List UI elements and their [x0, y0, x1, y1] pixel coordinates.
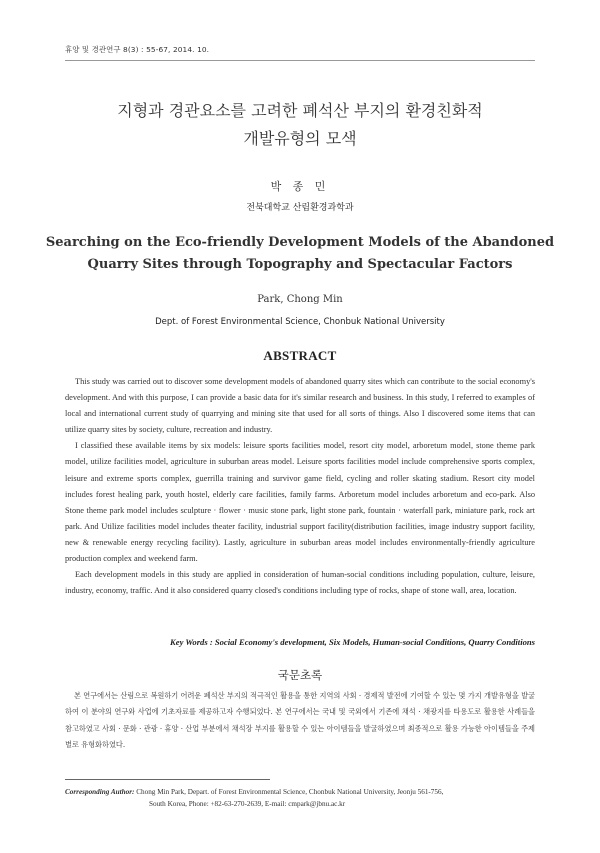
footnote-line-2: South Korea, Phone: +82-63-270-2639, E-mail: cmpark@jbnu.ac.kr — [149, 799, 346, 808]
korean-author: 박 종 민 — [270, 180, 330, 193]
abstract-paragraph-1: This study was carried out to discover some development models of abandoned quarry sites which can contribute to the social economy's development. And with this purpose, I can provide a basic data for it's similar research and business. In this study, I referred to examples of local and international current study of quarrying and mining site that used for all sorts of things. Also I discovered some items that can utilize quarry sites by society, culture, recreation and industry. — [65, 377, 535, 435]
abstract-body — [65, 374, 535, 599]
keywords: Key Words : Social Economy's development, Six Models, Human-social Conditions, Quarry Conditions — [170, 637, 535, 647]
korean-title-line-2: 개발유형의 모색 — [243, 129, 357, 148]
header-rule — [65, 60, 535, 61]
korean-abstract-text: 본 연구에서는 산림으로 복원하기 어려운 폐석산 부지의 적극적인 활용을 통한 지역의 사회 · 경제적 발전에 기여할 수 있는 몇 가지 개발유형을 발굴하여 이 분야의 연구와 사업에 기초자료를 제공하고자 수행되었다. 본 연구에서는 국내 및 국외에서 기존에 채석 · 채광지를 타용도로 활용한 사례들을 참고하였고 사회 · 문화 · 관광 · 휴양 · 산업 부분에서 채석장 부지를 활용할 수 있는 아이템들을 발굴하였으며 최종적으로 활용 가능한 아이템들을 주제별로 유형화하였다. — [65, 691, 535, 749]
footnote — [65, 787, 535, 810]
korean-title-line-1: 지형과 경관요소를 고려한 폐석산 부지의 환경친화적 — [117, 101, 483, 120]
english-author: Park, Chong Min — [257, 294, 343, 305]
journal-header: 휴양 및 경관연구 8(3) : 55-67, 2014. 10. — [65, 45, 210, 54]
korean-affiliation: 전북대학교 산림환경과학과 — [246, 203, 354, 213]
english-affiliation: Dept. of Forest Environmental Science, Chonbuk National University — [155, 317, 445, 327]
korean-abstract-heading: 국문초록 — [277, 668, 323, 682]
english-title-line-1: Searching on the Eco-friendly Development Models of the Abandoned — [45, 235, 555, 250]
footnote-label: Corresponding Author: — [65, 788, 135, 796]
english-title-line-2: Quarry Sites through Topography and Spectacular Factors — [87, 257, 513, 272]
korean-abstract-body — [65, 688, 535, 753]
footnote-line-1: Chong Min Park, Depart. of Forest Environmental Science, Chonbuk National University, Jeonju 561-756, — [134, 788, 444, 796]
abstract-heading: ABSTRACT — [263, 348, 337, 363]
abstract-paragraph-2: I classified these available items by six models: leisure sports facilities model, resort city model, arboretum model, stone theme park model, utilize facilities model, agriculture in suburban areas model. Leisure sports facilities model include comprehensive sports complex, leisure and extreme sports complex, guerrilla training and survivor game field, cycling and roller skating stadium. Resort city model includes forest healing park, youth hostel, elderly care facilities, family farms. Arboretum model includes arboretum and eco-park. Also Stone theme park model includes sculpture · flower · music stone park, light stone park, fountain · waterfall park, miniature park, rock art park. And Utilize facilities model includes theater facility, industrial support facility(distribution facilities, image industry support facility, new & renewable energy recycling facility). Lastly, agriculture in suburban areas model includes environmentally-friendly agriculture production complex and weekend farm. — [65, 441, 535, 564]
abstract-paragraph-3: Each development models in this study are applied in consideration of human-social conditions including population, culture, leisure, industry, economy, traffic. And it also considered quarry closed's conditions including type of rocks, shape of stone wall, area, location. — [65, 570, 535, 596]
footnote-rule — [65, 779, 270, 780]
